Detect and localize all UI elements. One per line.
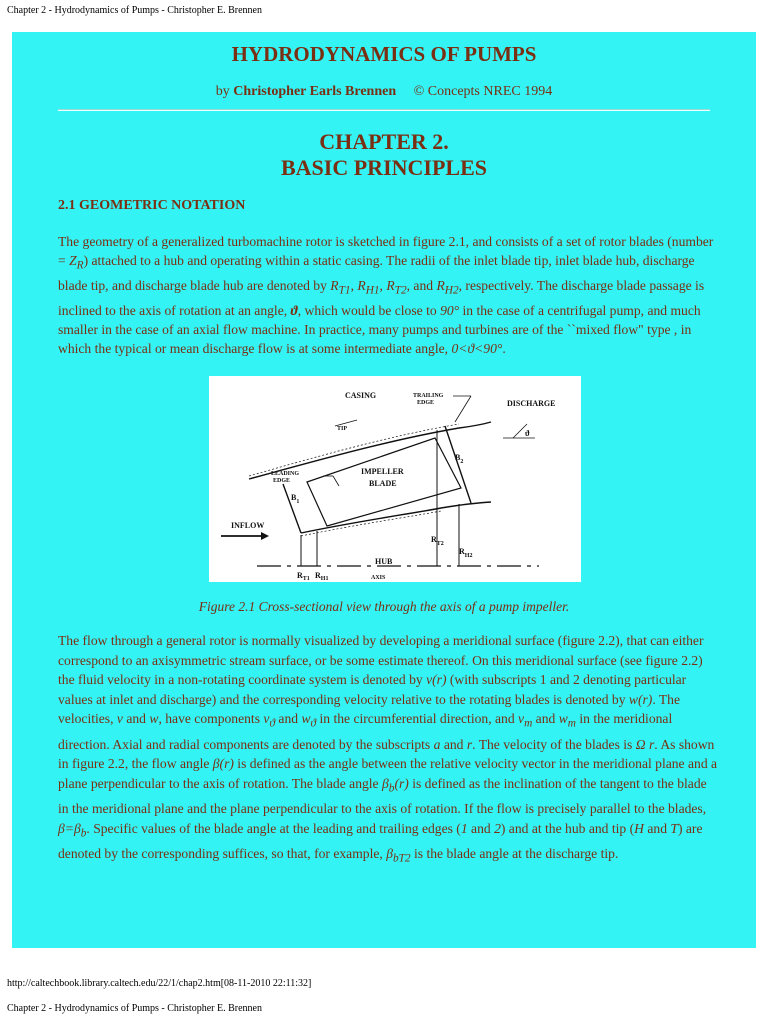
label-discharge: DISCHARGE: [507, 399, 556, 408]
label-rh1: $R_{H1}$: [315, 571, 329, 582]
label-theta: ϑ: [525, 429, 530, 438]
label-b2: $B_2$: [455, 453, 464, 465]
content-panel: [12, 32, 756, 948]
label-impeller: IMPELLER: [361, 467, 404, 476]
chapter-heading: [12, 129, 756, 181]
print-footer-title: Chapter 2 - Hydrodynamics of Pumps - Christopher E. Brennen: [7, 1003, 262, 1014]
figure-caption: Figure 2.1 Cross-sectional view through the axis of a pump impeller.: [198, 599, 570, 614]
label-casing: CASING: [345, 391, 377, 400]
label-rt1: $R_{T1}$: [297, 571, 310, 582]
figure-impeller: [209, 376, 581, 582]
chapter-title: BASIC PRINCIPLES: [281, 155, 487, 180]
byline-by: by: [215, 84, 230, 99]
leading-edge-line: [283, 484, 301, 533]
label-leading: LEADING: [271, 471, 300, 477]
paragraph-geometry: The geometry of a generalized turbomachine rotor is sketched in figure 2.1, and consists of a set of rotor blades (number = $Z_R$) attached to a hub and operating within a static casing. The radii of the inlet blade tip, inlet blade hub, discharge blade tip, and discharge blade hub are denoted by $R_{T1}$, $R_{H1}$, $R_{T2}$, and $R_{H2}$, respectively. The discharge blade passage is inclined to the axis of rotation at an angle, ϑ, which would be close to 90° in the case of a centrifugal pump, and much smaller in the case of an axial flow machine. In practice, many pumps and turbines are of the ``mixed flow" type , in which the typical or mean discharge flow is at some intermediate angle, 0<ϑ<90°.: [58, 234, 714, 357]
casing-hatch: [249, 424, 459, 476]
label-inflow: INFLOW: [231, 521, 265, 530]
print-footer-url: http://caltechbook.library.caltech.edu/22/1/chap2.htm[08-11-2010 22:11:32]: [7, 978, 312, 989]
label-axis: AXIS: [371, 575, 386, 581]
byline: [12, 84, 756, 100]
label-rh2: $R_{H2}$: [459, 547, 473, 559]
divider: [58, 109, 710, 111]
section-title: 2.1 GEOMETRIC NOTATION: [58, 198, 246, 213]
label-blade: BLADE: [369, 479, 397, 488]
label-b1: $B_1$: [291, 493, 300, 505]
label-leading-edge: EDGE: [273, 478, 291, 484]
label-tip: TIP: [337, 426, 348, 432]
print-header: Chapter 2 - Hydrodynamics of Pumps - Christopher E. Brennen: [7, 5, 262, 16]
label-hub: HUB: [375, 557, 393, 566]
paragraph-meridional: The flow through a general rotor is normally visualized by developing a meridional surface (figure 2.2), that can either correspond to an axisymmetric stream surface, or be some estimate thereof. On this meridional surface (see figure 2.2) the fluid velocity in a non-rotating coordinate system is denoted by v(r) (with subscripts 1 and 2 denoting particular values at inlet and discharge) and the corresponding velocity relative to the rotating blades is denoted by w(r). The velocities, v and w, have components $v_ϑ$ and $w_ϑ$ in the circumferential direction, and $v_m$ and $w_m$ in the meridional direction. Axial and radial components are denoted by the subscripts a and r. The velocity of the blades is Ω r. As shown in figure 2.2, the flow angle β(r) is defined as the angle between the relative velocity vector in the meridional plane and a plane perpendicular to the axis of rotation. The blade angle $\beta_b(r)$ is defined as the inclination of the tangent to the blade in the meridional plane and the plane perpendicular to the axis of rotation. If the flow is precisely parallel to the blades, $\beta=\beta_b$. Specific values of the blade angle at the leading and trailing edges (1 and 2) and at the hub and tip (H and T) are denoted by the corresponding suffices, so that, for example, $\beta_{bT2}$ is the blade angle at the discharge tip.: [58, 633, 718, 865]
label-trailing: TRAILING: [413, 393, 444, 399]
chapter-number: CHAPTER 2.: [319, 129, 449, 154]
label-rt2: $R_{T2}$: [431, 535, 444, 547]
book-title: HYDRODYNAMICS OF PUMPS: [231, 42, 537, 66]
impeller-diagram: [209, 376, 581, 582]
copyright: © Concepts NREC 1994: [413, 84, 553, 99]
label-trailing-edge: EDGE: [417, 400, 435, 406]
author-name: Christopher Earls Brennen: [233, 84, 397, 99]
